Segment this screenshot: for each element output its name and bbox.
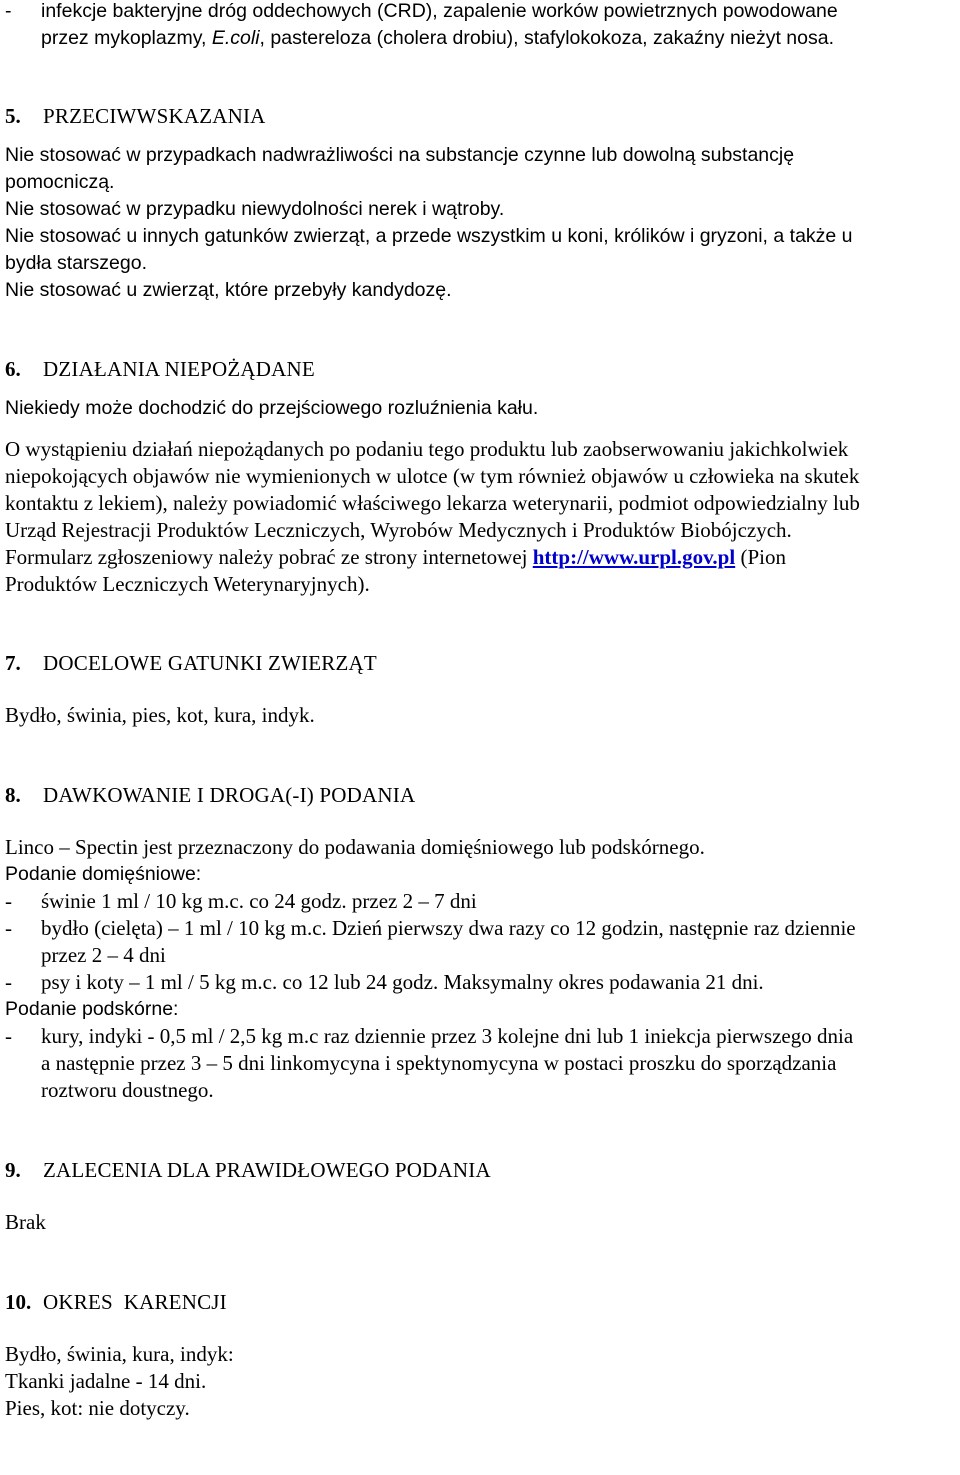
- list-item: - psy i koty – 1 ml / 5 kg m.c. co 12 lub 24 godz. Maksymalny okres podawania 21 dni.: [5, 970, 764, 994]
- intro-line-2: przez mykoplazmy, E.coli, pastereloza (cholera drobiu), stafylokokoza, zakaźny nieżyt nosa.: [41, 27, 835, 49]
- section-8-body: Linco – Spectin jest przeznaczony do podawania domięśniowego lub podskórnego.: [5, 835, 705, 859]
- section-6-note: Niekiedy może dochodzić do przejściowego rozluźnienia kału.: [5, 397, 539, 419]
- intro-bullet: [5, 0, 955, 52]
- section-8-items2: [5, 1023, 955, 1104]
- section-8-sub2: Podanie podskórne:: [5, 998, 179, 1020]
- section-7-heading: 7. DOCELOWE GATUNKI ZWIERZĄT: [5, 651, 377, 675]
- section-6-heading: 6. DZIAŁANIA NIEPOŻĄDANE: [5, 357, 315, 381]
- list-item: - kury, indyki - 0,5 ml / 2,5 kg m.c raz dziennie przez 3 kolejne dni lub 1 iniekcja pierwszego dnia a następnie przez 3 – 5 dni linkomycyna i spektynomycyna w postaci proszku do sporządzania roztworu doustnego.: [5, 1024, 854, 1102]
- list-item: - bydło (cielęta) – 1 ml / 10 kg m.c. Dzień pierwszy dwa razy co 12 godzin, następnie raz dziennie przez 2 – 4 dni: [5, 916, 856, 967]
- section-6-body: O wystąpieniu działań niepożądanych po podaniu tego produktu lub zaobserwowaniu jakichkolwiek niepokojących objawów nie wymienionych w ulotce (w tym również objawów u człowieka na skutek kontaktu z lekiem), należy powiadomić właściwego lekarza weterynarii, podmiot odpowiedzialny lub Urząd Rejestracji Produktów Leczniczych, Wyrobów Medycznych i Produktów Biobójczych. Formularz zgłoszeniowy należy pobrać ze strony internetowej http://www.urpl.gov.pl (Pion Produktów Leczniczych Weterynaryjnych).: [5, 437, 860, 596]
- document-page: [5, 0, 955, 1422]
- section-10-body: Bydło, świnia, kura, indyk: Tkanki jadalne - 14 dni. Pies, kot: nie dotyczy.: [5, 1342, 234, 1420]
- section-5-heading: 5. PRZECIWWSKAZANIA: [5, 104, 266, 128]
- intro-line-1: infekcje bakteryjne dróg oddechowych (CRD), zapalenie worków powietrznych powodowane: [41, 0, 838, 22]
- urpl-link[interactable]: http://www.urpl.gov.pl: [532, 545, 736, 569]
- section-9-body: Brak: [5, 1210, 46, 1234]
- list-item: - świnie 1 ml / 10 kg m.c. co 24 godz. przez 2 – 7 dni: [5, 889, 477, 913]
- section-5-body: Nie stosować w przypadkach nadwrażliwości na substancje czynne lub dowolną substancję pomocniczą. Nie stosować w przypadku niewydolności nerek i wątroby. Nie stosować u innych gatunków zwierząt, a przede wszystkim u koni, królików i gryzoni, a także u bydła starszego. Nie stosować u zwierząt, które przebyły kandydozę.: [5, 144, 853, 301]
- section-8-items1: [5, 888, 955, 996]
- section-8-sub1: Podanie domięśniowe:: [5, 863, 202, 885]
- bullet-dash: -: [5, 0, 12, 22]
- section-9-heading: 9. ZALECENIA DLA PRAWIDŁOWEGO PODANIA: [5, 1158, 491, 1182]
- section-8-heading: 8. DAWKOWANIE I DROGA(-I) PODANIA: [5, 783, 416, 807]
- section-7-body: Bydło, świnia, pies, kot, kura, indyk.: [5, 703, 315, 727]
- intro-ecoli: E.coli: [211, 27, 260, 49]
- section-10-heading: 10. OKRES KARENCJI: [5, 1290, 227, 1314]
